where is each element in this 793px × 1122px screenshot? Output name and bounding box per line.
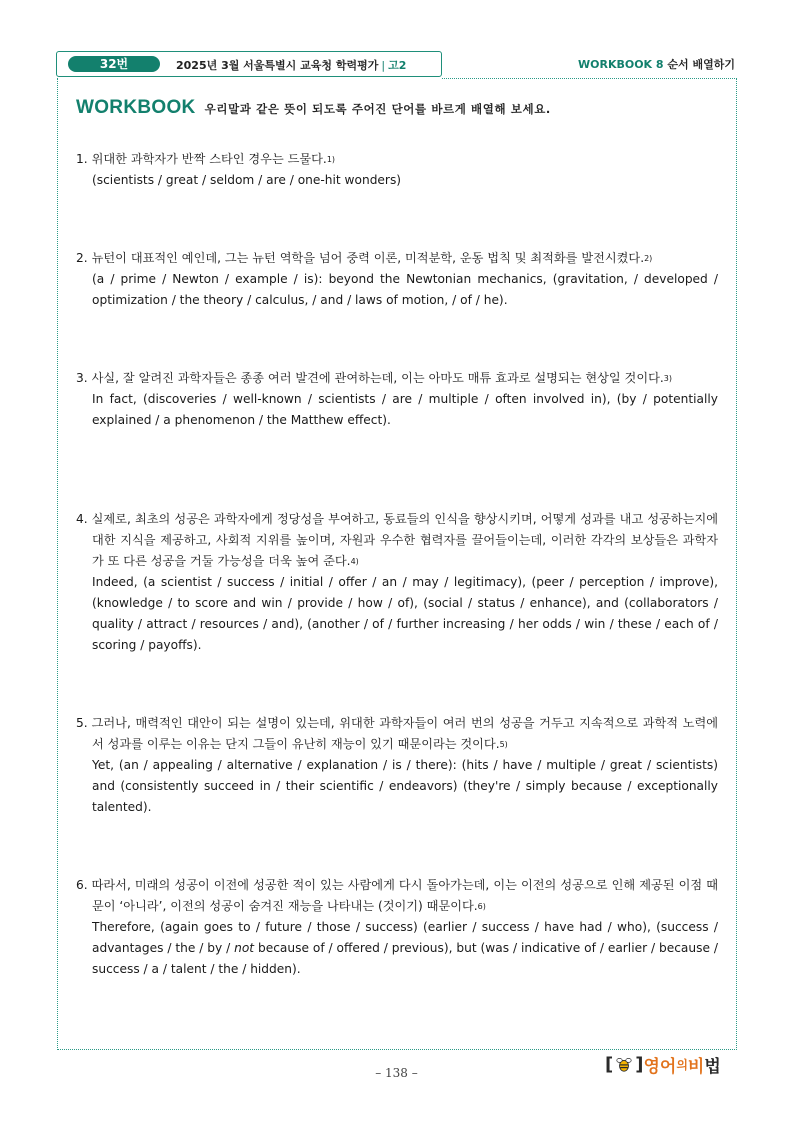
question-korean-text: 위대한 과학자가 반짝 스타인 경우는 드물다. (91, 152, 327, 166)
question-3 (76, 368, 718, 431)
english-part-2: because of / offered / previous), but (was / indicative of / earlier / because / success / a / talent / the / hidden). (92, 941, 718, 976)
workbook-header (578, 56, 735, 72)
question-korean-text: 따라서, 미래의 성공이 이전에 성공한 적이 있는 사람에게 다시 돌아가는데, 이는 이전의 성공으로 인해 제공된 이점 때문이 ‘아니라’, 이전의 성공이 숨겨진 재능을 나타내는 (것이기) 때문이다. (91, 878, 718, 913)
footnote-marker: 5) (499, 740, 508, 749)
english-part-1: Therefore, (again goes to / future / those / success) (earlier / success / have had / who), (success / advantages / the / by / (92, 920, 718, 955)
footnote-marker: 6) (477, 902, 486, 911)
question-english: (scientists / great / seldom / are / one-hit wonders) (92, 173, 402, 187)
english-italic: not (234, 941, 255, 955)
question-korean (76, 509, 718, 572)
logo-text-2: 의 (676, 1057, 688, 1072)
footnote-marker: 1) (326, 155, 336, 164)
question-index: 1. (76, 152, 88, 166)
publisher-logo (605, 1050, 721, 1078)
question-english: Indeed, (a scientist / success / initial / offer / an / may / legitimacy), (peer / perception / improve), (knowledge / to score and win / provide / how / of), (social / status / enhance), and (collaborators / quality / attract / resources / and), (another / of / further increasing / her odds / win / these / each of / scoring / payoffs). (92, 575, 718, 652)
logo-text-1: 영어 (643, 1056, 677, 1077)
question-korean-text: 실제로, 최초의 성공은 과학자에게 정당성을 부여하고, 동료들의 인식을 향상시키며, 어떻게 성과를 내고 성공하는지에 대한 지식을 제공하고, 사회적 지위를 높이며, 자원과 우수한 협력자를 끌어들이는데, 이러한 각각의 보상들은 과학자가 또 다른 성공을 거둘 가능성을 더욱 높여 준다. (91, 512, 718, 568)
question-english: (a / prime / Newton / example / is): beyond the Newtonian mechanics, (gravitation, / developed / optimization / the theory / calculus, / and / laws of motion, / of / he). (92, 272, 718, 307)
workbook-word: WORKBOOK (76, 97, 196, 118)
section-title: 순서 배열하기 (667, 58, 735, 71)
content-frame-top (442, 78, 737, 79)
logo-bracket-open: [ (605, 1053, 614, 1075)
exam-title-text: 2025년 3월 서울특별시 교육청 학력평가 (176, 59, 379, 72)
instruction-text: 우리말과 같은 뜻이 되도록 주어진 단어를 바르게 배열해 보세요. (204, 102, 551, 116)
question-korean (76, 713, 718, 755)
question-2 (76, 248, 718, 311)
logo-bracket-close: ] (635, 1053, 644, 1075)
question-korean-text: 사실, 잘 알려진 과학자들은 종종 여러 발견에 관여하는데, 이는 아마도 매튜 효과로 설명되는 현상일 것이다. (91, 371, 664, 385)
question-index: 3. (76, 371, 88, 385)
question-korean (76, 248, 718, 269)
question-index: 2. (76, 251, 88, 265)
instruction (76, 97, 551, 119)
question-1 (76, 149, 718, 191)
question-index: 4. (76, 512, 88, 526)
question-index: 5. (76, 716, 88, 730)
question-korean-text: 그러나, 매력적인 대안이 되는 설명이 있는데, 위대한 과학자들이 여러 번의 성공을 거두고 지속적으로 과학적 노력에서 성과를 이루는 이유는 단지 그들이 유난히 재능이 있기 때문이라는 것이다. (91, 716, 718, 751)
bee-icon (615, 1055, 633, 1073)
question-number-badge: 32번 (68, 56, 160, 72)
question-korean-text: 뉴턴이 대표적인 예인데, 그는 뉴턴 역학을 넘어 중력 이론, 미적분학, 운동 법칙 및 최적화를 발전시켰다. (91, 251, 645, 265)
question-index: 6. (76, 878, 88, 892)
question-korean (76, 149, 718, 170)
footnote-marker: 2) (644, 254, 653, 263)
question-4 (76, 509, 718, 656)
logo-text-4: 법 (704, 1056, 721, 1077)
page-number: – 138 – (375, 1066, 418, 1080)
title-separator: | (381, 59, 386, 72)
footnote-marker: 4) (350, 557, 359, 566)
logo-text-3: 비 (687, 1056, 705, 1077)
question-korean (76, 368, 718, 389)
question-english: In fact, (discoveries / well-known / scientists / are / multiple / often involved in), (by / potentially explained / a phenomenon / the Matthew effect). (92, 392, 718, 427)
exam-title (176, 57, 406, 73)
question-6 (76, 875, 718, 980)
question-english (76, 917, 718, 980)
question-korean (76, 875, 718, 917)
question-english: Yet, (an / appealing / alternative / explanation / is / there): (hits / have / multiple / great / scientists) and (consistently succeed in / their scientific / endeavors) (they're / simply because / exceptionally talented). (92, 758, 718, 814)
workbook-label: WORKBOOK 8 (577, 58, 664, 71)
question-5 (76, 713, 718, 818)
footnote-marker: 3) (663, 374, 672, 383)
grade-label: 고2 (388, 59, 407, 72)
